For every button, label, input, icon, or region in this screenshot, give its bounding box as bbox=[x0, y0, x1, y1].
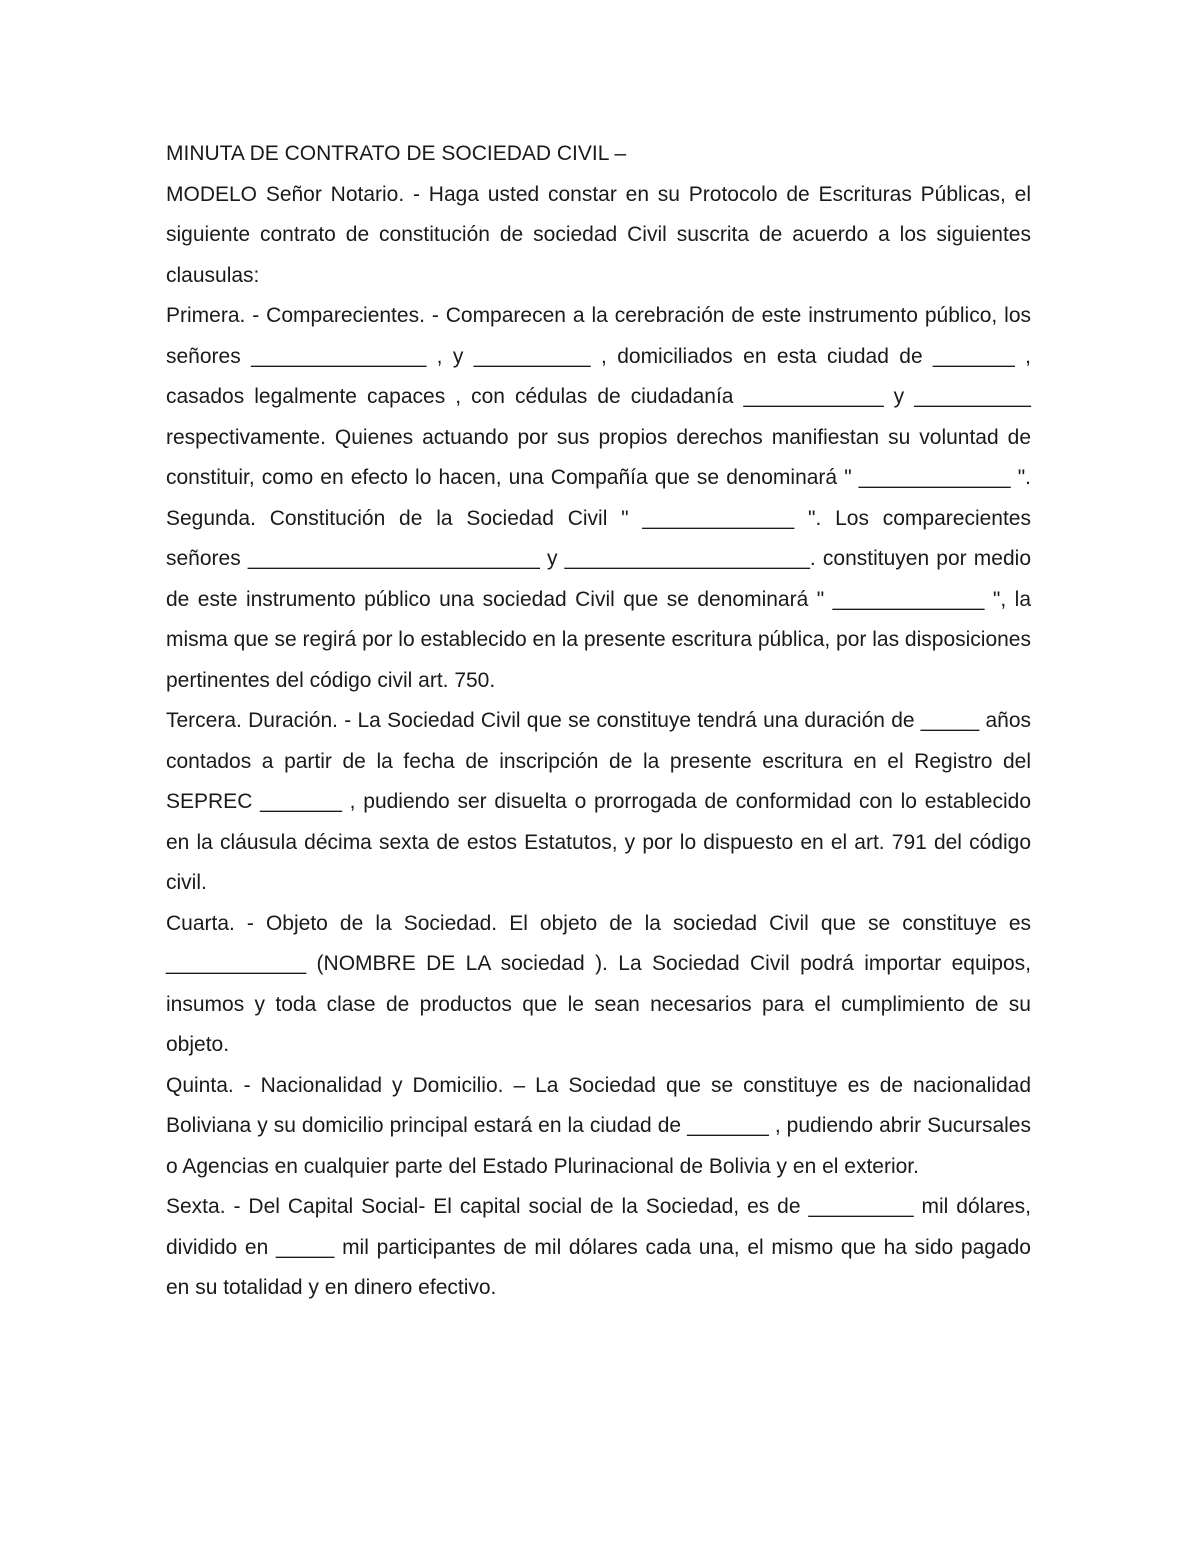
paragraph-cuarta: Cuarta. - Objeto de la Sociedad. El objeto de la sociedad Civil que se constituye es ____________ (NOMBRE DE LA sociedad ). La Sociedad Civil podrá importar equipos, insumos y toda clase de productos que le sean necesarios para el cumplimiento de su objeto. bbox=[166, 911, 1031, 1056]
document-title: MINUTA DE CONTRATO DE SOCIEDAD CIVIL – bbox=[166, 142, 627, 165]
paragraph-modelo: MODELO Señor Notario. - Haga usted constar en su Protocolo de Escrituras Públicas, el siguiente contrato de constitución de sociedad Civil suscrita de acuerdo a los siguientes clausulas: bbox=[166, 182, 1031, 287]
document-body bbox=[166, 134, 1031, 1309]
paragraph-tercera: Tercera. Duración. - La Sociedad Civil que se constituye tendrá una duración de _____ años contados a partir de la fecha de inscripción de la presente escritura en el Registro del SEPREC _______ , pudiendo ser disuelta o prorrogada de conformidad con lo establecido en la cláusula décima sexta de estos Estatutos, y por lo dispuesto en el art. 791 del código civil. bbox=[166, 709, 1031, 894]
paragraph-quinta: Quinta. - Nacionalidad y Domicilio. – La Sociedad que se constituye es de nacionalidad Boliviana y su domicilio principal estará en la ciudad de _______ , pudiendo abrir Sucursales o Agencias en cualquier parte del Estado Plurinacional de Bolivia y en el exterior. bbox=[166, 1073, 1031, 1178]
paragraph-primera: Primera. - Comparecientes. - Comparecen a la cerebración de este instrumento público, los señores _______________ , y __________ , domiciliados en esta ciudad de _______ , casados legalmente capaces , con cédulas de ciudadanía ____________ y __________ respectivamente. Quienes actuando por sus propios derechos manifiestan su voluntad de constituir, como en efecto lo hacen, una Compañía que se denominará " _____________ ". Segunda. Constitución de la Sociedad Civil " _____________ ". Los comparecientes señores _________________________ y _____________________. constituyen por medio de este instrumento público una sociedad Civil que se denominará " _____________ ", la misma que se regirá por lo establecido en la presente escritura pública, por las disposiciones pertinentes del código civil art. 750. bbox=[166, 304, 1031, 692]
paragraph-sexta: Sexta. - Del Capital Social- El capital social de la Sociedad, es de _________ mil dólares, dividido en _____ mil participantes de mil dólares cada una, el mismo que ha sido pagado en su totalidad y en dinero efectivo. bbox=[166, 1195, 1031, 1299]
